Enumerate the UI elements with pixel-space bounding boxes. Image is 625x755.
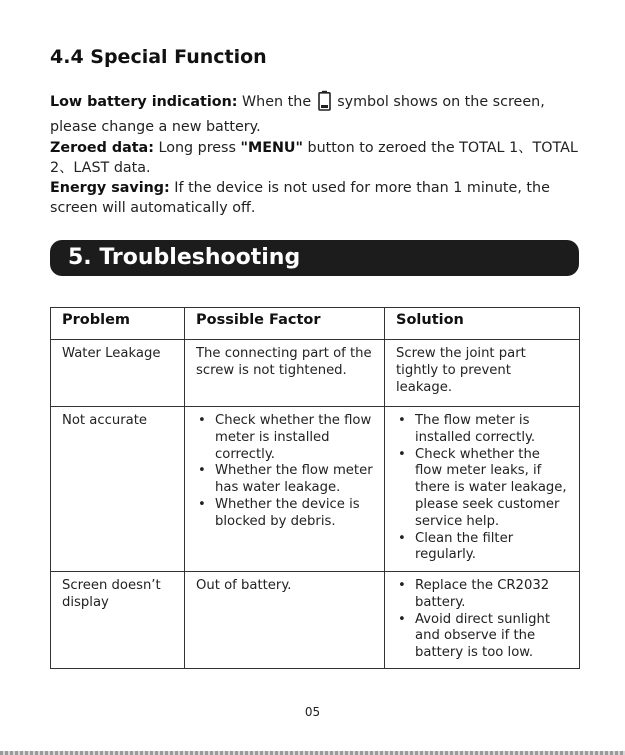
factor-column-header: Possible Factor: [185, 308, 385, 340]
menu-button-name: "MENU": [240, 139, 303, 156]
special-function-list: [50, 90, 580, 219]
list-item: • The flow meter is installed correctly.: [415, 413, 570, 447]
page-number: 05: [304, 705, 321, 719]
problem-column-header: Problem: [51, 308, 185, 340]
factor-cell: Out of battery.: [185, 572, 385, 669]
table-row: [51, 572, 580, 669]
battery-indication-text-after: symbol shows on the screen, please change a new battery.: [50, 94, 545, 136]
solution-cell: [385, 407, 580, 572]
list-item: • Replace the CR2032 battery.: [415, 578, 570, 612]
factor-cell: [185, 407, 385, 572]
table-row: [51, 340, 580, 407]
section-heading: 4.4 Special Function: [50, 46, 267, 68]
solution-list: [396, 578, 570, 662]
bottom-divider: [0, 751, 625, 755]
zeroed-data-paragraph: [50, 138, 580, 179]
list-item: • Avoid direct sunlight and observe if the battery is too low.: [415, 612, 570, 662]
solution-list: [396, 413, 570, 564]
factor-cell: The connecting part of the screw is not tightened.: [185, 340, 385, 407]
problem-cell: Screen doesn’t display: [51, 572, 185, 669]
solution-cell: [385, 572, 580, 669]
list-item: • Whether the device is blocked by debris.: [215, 497, 375, 531]
zeroed-data-text-after: button to zeroed the TOTAL 1、TOTAL 2、LAST data.: [50, 139, 578, 176]
zeroed-data-label: Zeroed data:: [50, 139, 154, 156]
list-item: • Whether the flow meter has water leakage.: [215, 463, 375, 497]
problem-cell: Not accurate: [51, 407, 185, 572]
energy-saving-label: Energy saving:: [50, 180, 170, 197]
problem-cell: Water Leakage: [51, 340, 185, 407]
zeroed-data-text-before: Long press: [158, 139, 236, 156]
list-item: • Check whether the flow meter leaks, if there is water leakage, please seek customer service help.: [415, 447, 570, 531]
battery-indication-text-before: When the: [242, 94, 312, 110]
factor-list: [196, 413, 375, 531]
solution-cell: Screw the joint part tightly to prevent leakage.: [385, 340, 580, 407]
energy-saving-text: If the device is not used for more than 1 minute, the screen will automatically off.: [50, 180, 550, 217]
low-battery-icon: [318, 90, 331, 117]
battery-indication-paragraph: [50, 90, 580, 138]
list-item: • Clean the filter regularly.: [415, 531, 570, 565]
table-row: [51, 407, 580, 572]
list-item: • Check whether the flow meter is installed correctly.: [215, 413, 375, 463]
energy-saving-paragraph: [50, 178, 580, 219]
solution-column-header: Solution: [385, 308, 580, 340]
table-header-row: [51, 308, 580, 340]
troubleshooting-banner: 5. Troubleshooting: [50, 240, 579, 276]
battery-indication-label: Low battery indication:: [50, 94, 238, 110]
troubleshooting-table: [50, 307, 580, 669]
